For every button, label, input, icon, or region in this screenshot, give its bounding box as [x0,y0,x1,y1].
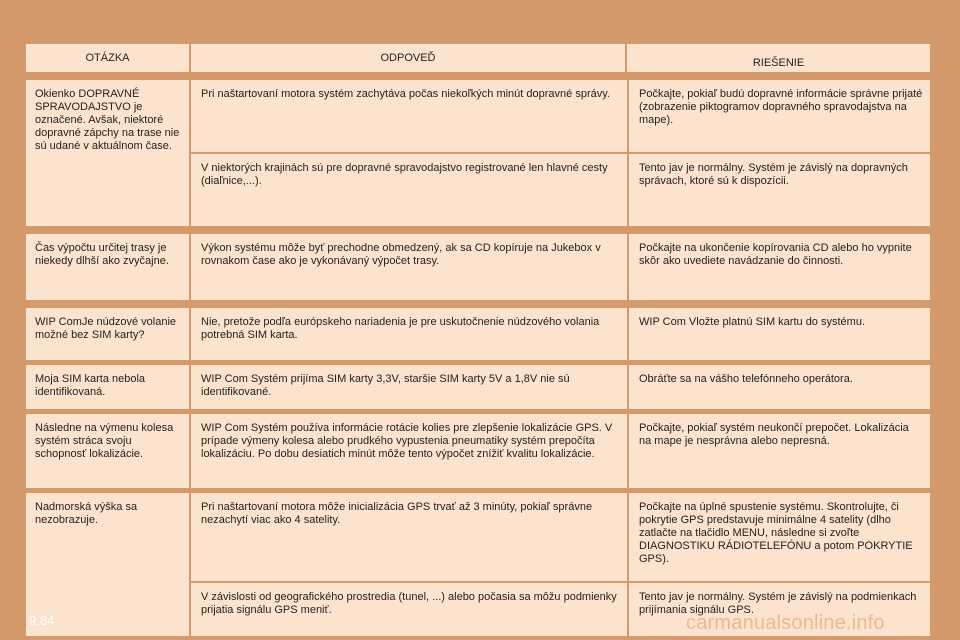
table-group [26,414,930,488]
question-cell: Moja SIM karta nebola identifikovaná. [26,365,189,409]
question-cell: Nadmorská výška sa nezobrazuje. [26,493,189,636]
solution-cell: Tento jav je normálny. Systém je závislý na podmienkach prijímania signálu GPS. [627,583,930,636]
solution-cell: Tento jav je normálny. Systém je závislý na dopravných správach, ktoré sú k dispozícii. [627,154,930,226]
answer-cell: Nie, pretože podľa európskeho nariadenia je pre uskutočnenie núdzového volania potrebná SIM karta. [201,316,600,341]
answer-cell: WIP Com Systém používa informácie rotácie kolies pre zlepšenie lokalizácie GPS. V prípade výmeny kolesa alebo prudkého vypustenia pneumatiky systém prepočíta lokalizáciu. Po dobu desiatich minút môže tento výpočet znížiť kvalitu lokalizácie. [201,422,613,460]
answer-cell: V závislosti od geografického prostredia (tunel, ...) alebo počasia sa môžu podmienky prijatia signálu GPS meniť. [201,591,617,616]
page-number: 9.84 [29,613,55,628]
answer-cell: Pri naštartovaní motora systém zachytáva počas niekoľkých minút dopravné správy. [201,88,610,100]
question-cell: Následne na výmenu kolesa systém stráca svoju schopnosť lokalizácie. [26,414,189,488]
header-solution: RIEŠENIE [625,44,930,72]
answer-cell: Výkon systému môže byť prechodne obmedzený, ak sa CD kopíruje na Jukebox v rovnakom čase ako je vykonávaný výpočet trasy. [201,242,601,267]
header-question: OTÁZKA [85,52,130,64]
answer-cell: WIP Com Systém prijíma SIM karty 3,3V, staršie SIM karty 5V a 1,8V nie sú identifikované. [201,373,570,398]
answer-cell: Pri naštartovaní motora môže inicializácia GPS trvať až 3 minúty, pokiaľ správne nezachytí viac ako 4 satelity. [201,501,593,526]
table-row [191,365,930,409]
solution-cell: Počkajte na úplné spustenie systému. Skontrolujte, či pokrytie GPS predstavuje minimálne 4 satelity (dlho zatlačte na tlačidlo MENU, následne si zvoľte DIAGNOSTIKU RÁDIOTELEFÓNU a potom POKRYTIE GPS). [627,493,930,581]
table-group [26,365,930,409]
solution-cell: WIP Com Vložte platnú SIM kartu do systému. [627,308,930,360]
table-row [191,234,930,300]
table-group [26,308,930,360]
table-header [26,44,930,72]
header-answer: ODPOVEĎ [189,44,625,72]
answer-cell: V niektorých krajinách sú pre dopravné spravodajstvo registrované len hlavné cesty (diaľnice,...). [201,162,608,187]
solution-cell: Počkajte, pokiaľ systém neukončí prepočet. Lokalizácia na mape je nesprávna alebo nepresná. [627,414,930,488]
question-cell: Čas výpočtu určitej trasy je niekedy dlhší ako zvyčajne. [26,234,189,300]
watermark: carmanualsonline.info [686,612,885,634]
faq-table [26,44,930,636]
table-row [191,154,930,226]
table-row [191,493,930,581]
table-row [191,80,930,152]
solution-cell: Obráťte sa na vášho telefónneho operátora. [627,365,930,409]
solution-cell: Počkajte na ukončenie kopírovania CD alebo ho vypnite skôr ako uvediete navádzanie do činnosti. [627,234,930,300]
table-group [26,234,930,300]
table-row [191,308,930,360]
table-row [191,414,930,488]
question-cell: WIP ComJe núdzové volanie možné bez SIM karty? [26,308,189,360]
table-group [26,80,930,226]
solution-cell: Počkajte, pokiaľ budú dopravné informácie správne prijaté (zobrazenie piktogramov dopravného spravodajstva na mape). [627,80,930,152]
question-cell: Okienko DOPRAVNÉ SPRAVODAJSTVO je označené. Avšak, niektoré dopravné zápchy na trase nie sú udané v aktuálnom čase. [26,80,189,226]
